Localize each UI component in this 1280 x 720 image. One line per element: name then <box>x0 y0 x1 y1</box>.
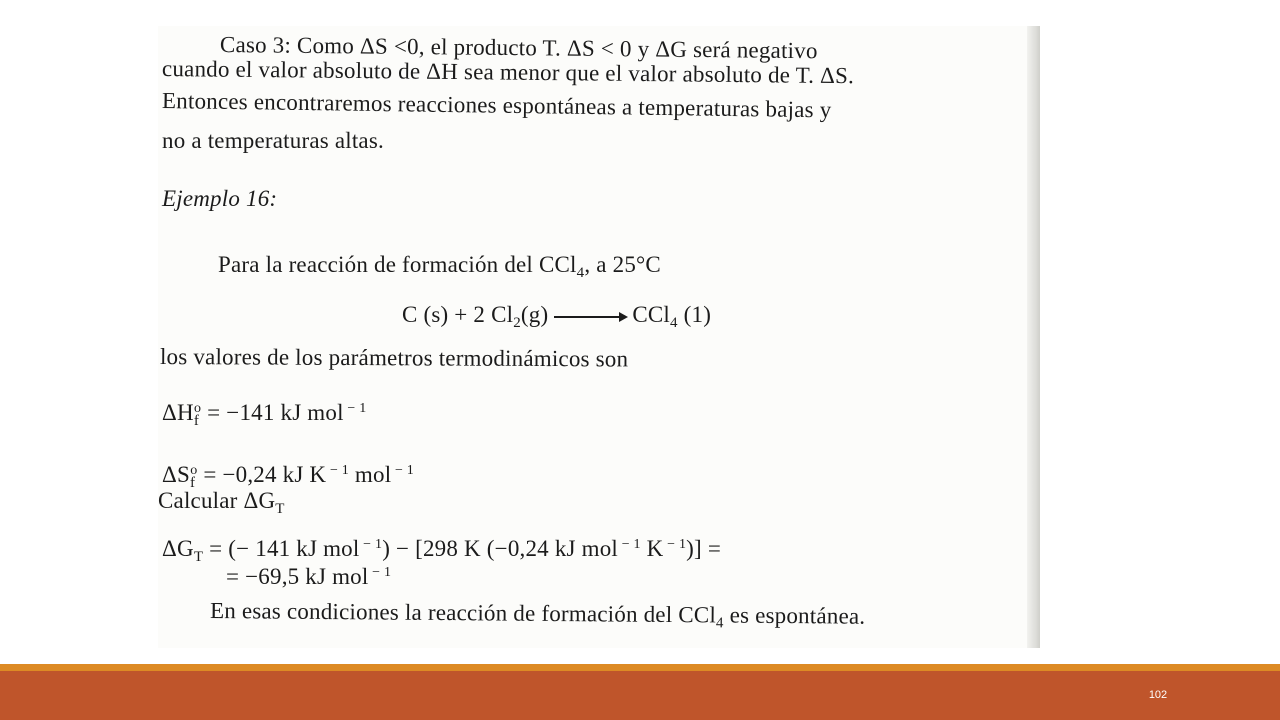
text-line-caso-3: Caso 3: Como ΔS <0, el producto T. ΔS < 0 y ΔG será negativo <box>219 32 818 64</box>
example-heading: Ejemplo 16: <box>162 186 278 211</box>
delta-s-formation: $\Delta S_f^o = -0,24$ kJ K $^{- 1}$ mol $^{- 1}$ <box>162 462 414 491</box>
footer-bar <box>0 671 1280 720</box>
reaction-equation: C (s) + 2 $Cl_2(g)$ CCl$_4$ (1) <box>402 302 712 331</box>
reaction-arrow-icon <box>554 316 626 318</box>
scanned-page-image <box>158 26 1040 648</box>
conclusion-text: En esas condiciones la reacción de formación del CCl$_4$ es espontánea. <box>209 598 866 632</box>
delta-h-formation: $\Delta H_f^o = -141$ kJ mol $^{- 1}$ <box>162 400 367 429</box>
example-intro: Para la reacción de formación del CCl$_4$, a 25°C <box>218 252 661 281</box>
text-line-temperaturas-altas: no a temperaturas altas. <box>162 128 384 153</box>
page-binding-shadow <box>1027 26 1040 648</box>
calculate-delta-g: Calcular $\Delta G_T$ <box>158 488 285 517</box>
params-intro: los valores de los parámetros termodinámicos son <box>159 344 629 372</box>
text-line-entonces: Entonces encontraremos reacciones espontáneas a temperaturas bajas y <box>161 88 832 123</box>
text-line-valor-absoluto: cuando el valor absoluto de ΔH sea menor que el valor absoluto de T. ΔS. <box>161 56 855 89</box>
footer-accent-stripe <box>0 664 1280 671</box>
slide-page-number: 102 <box>1148 689 1168 701</box>
delta-g-result: = −69,5 kJ mol $^{- 1}$ <box>226 564 392 589</box>
delta-g-equation: $\Delta G_T$ = (− 141 kJ mol $^{- 1}$) − [298 K (−0,24 kJ mol $^{- 1}$ K $^{- 1}$)] = <box>162 536 722 565</box>
